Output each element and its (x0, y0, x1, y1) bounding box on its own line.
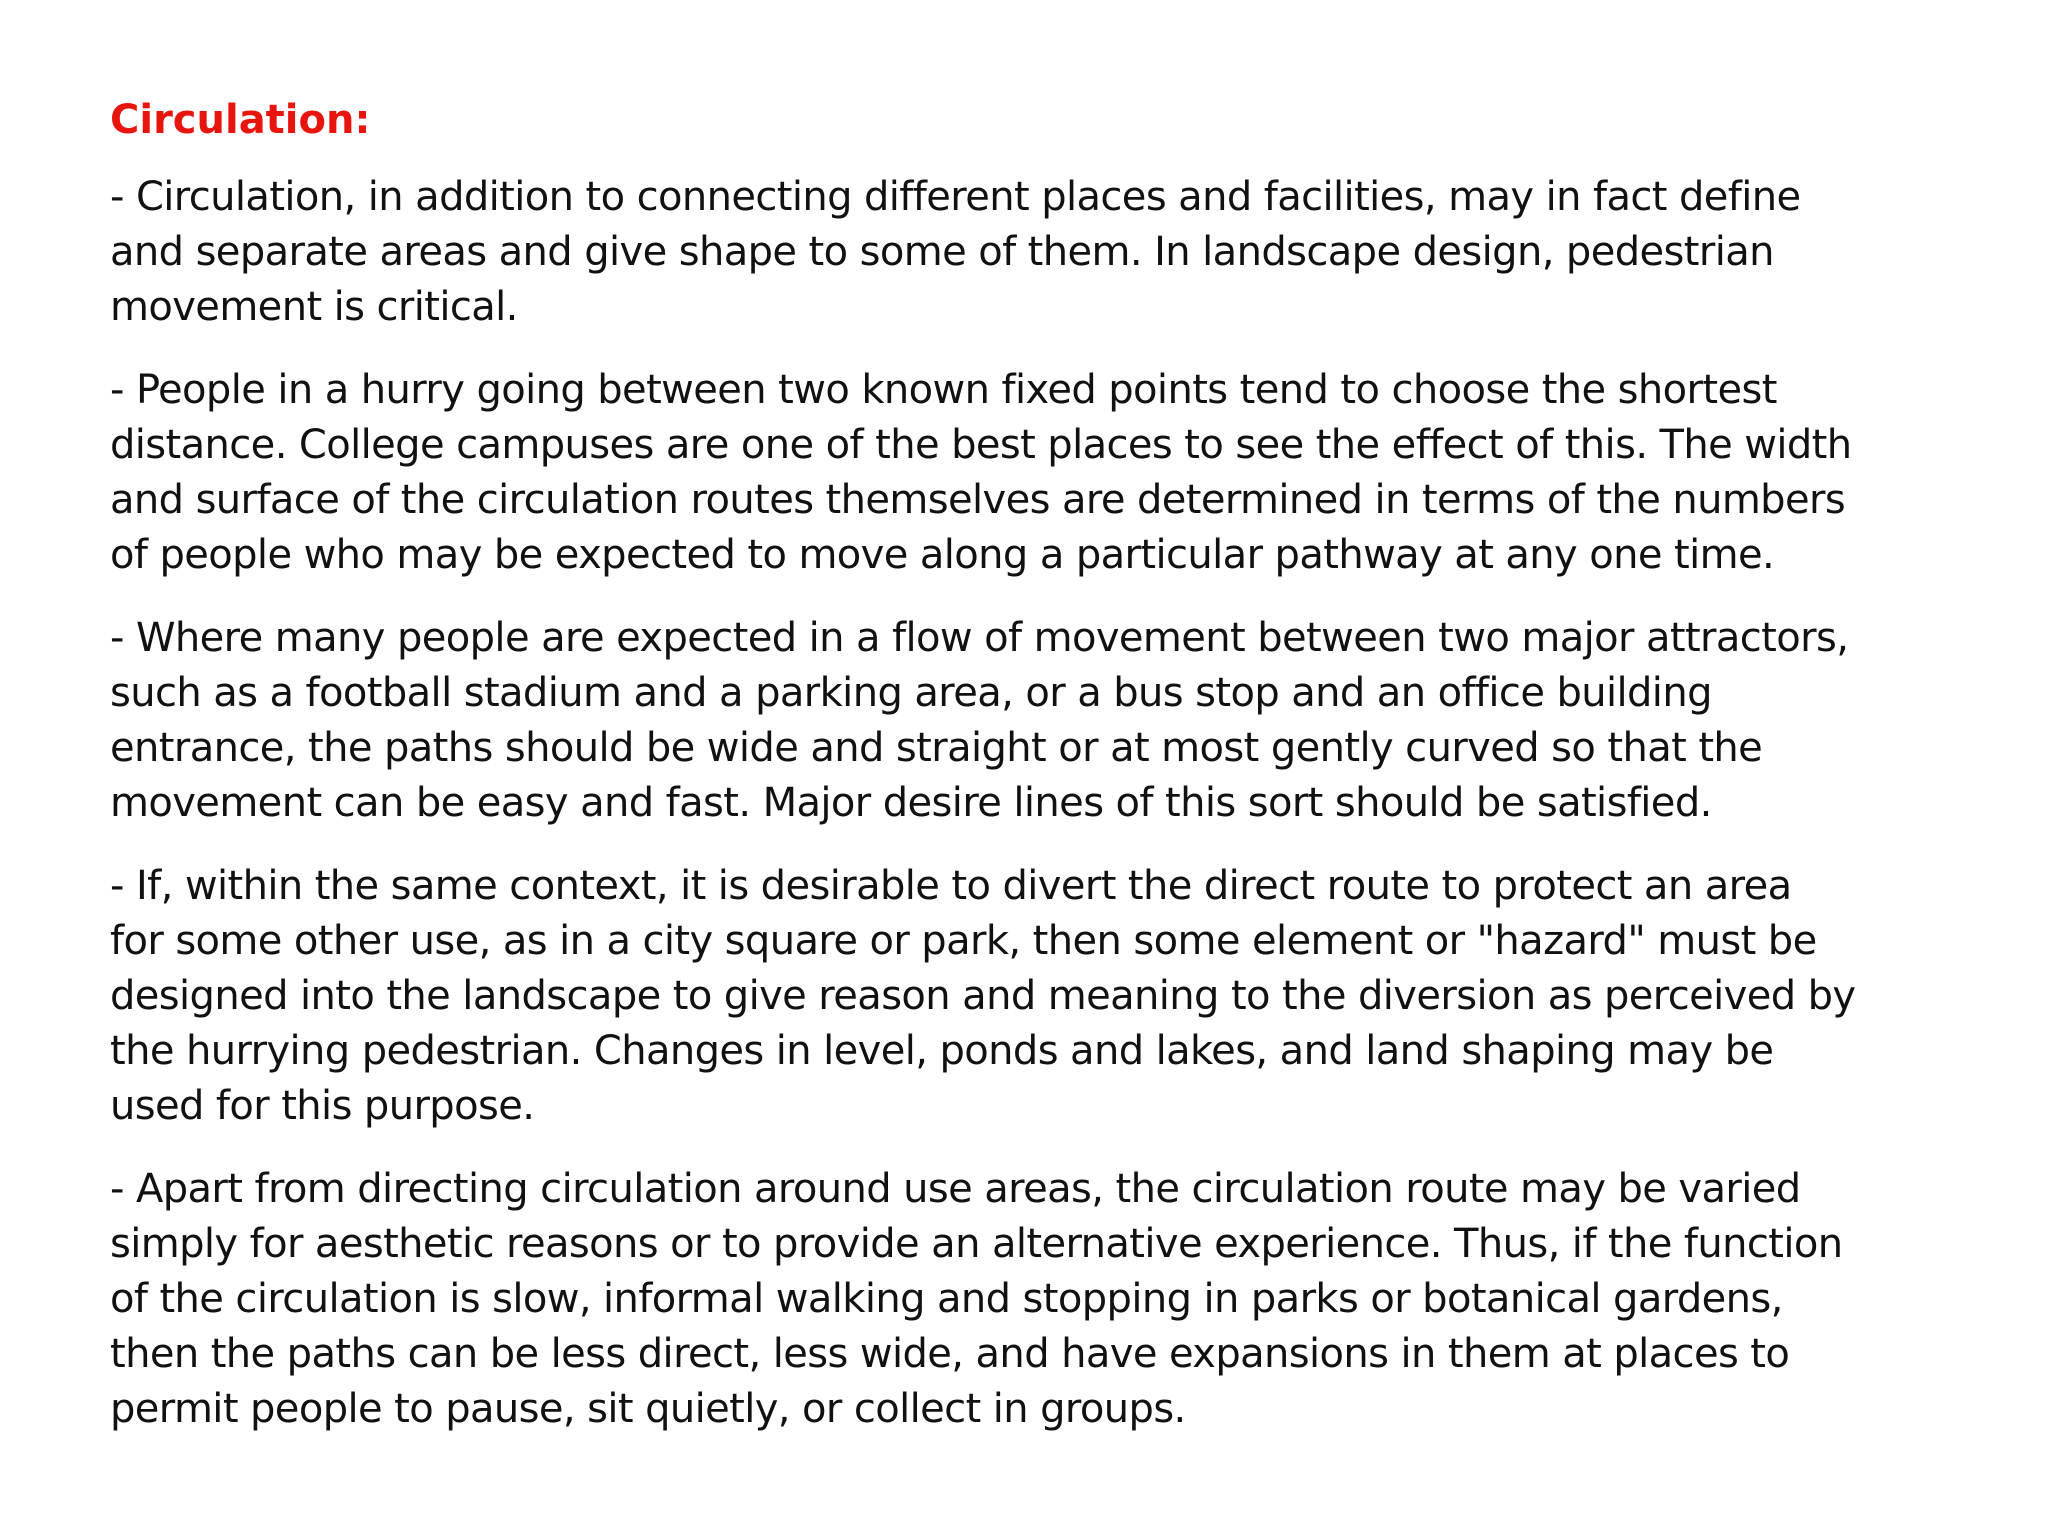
text-line: entrance, the paths should be wide and straight or at most gently curved so that the (110, 725, 1763, 771)
text-line: used for this purpose. (110, 1083, 535, 1129)
text-line: - Circulation, in addition to connecting different places and facilities, may in fact define (110, 174, 1801, 220)
text-line: for some other use, as in a city square or park, then some element or "hazard" must be (110, 918, 1817, 964)
text-line: - People in a hurry going between two known fixed points tend to choose the shortest (110, 367, 1777, 413)
text-line: then the paths can be less direct, less wide, and have expansions in them at places to (110, 1331, 1790, 1377)
slide-content (110, 92, 1990, 1465)
text-line: distance. College campuses are one of the best places to see the effect of this. The width (110, 422, 1852, 468)
paragraph-1 (110, 170, 1990, 335)
text-line: movement is critical. (110, 284, 518, 330)
paragraph-4 (110, 859, 1990, 1134)
text-line: and surface of the circulation routes themselves are determined in terms of the numbers (110, 477, 1846, 523)
text-line: the hurrying pedestrian. Changes in level, ponds and lakes, and land shaping may be (110, 1028, 1774, 1074)
text-line: permit people to pause, sit quietly, or collect in groups. (110, 1386, 1186, 1432)
text-line: - Where many people are expected in a flow of movement between two major attractors, (110, 615, 1849, 661)
text-line: movement can be easy and fast. Major desire lines of this sort should be satisfied. (110, 780, 1712, 826)
paragraph-2 (110, 363, 1990, 583)
slide-heading: Circulation: (110, 97, 371, 143)
text-line: such as a football stadium and a parking area, or a bus stop and an office building (110, 670, 1712, 716)
text-line: and separate areas and give shape to some of them. In landscape design, pedestrian (110, 229, 1774, 275)
text-line: of people who may be expected to move along a particular pathway at any one time. (110, 532, 1775, 578)
text-line: - Apart from directing circulation around use areas, the circulation route may be varied (110, 1166, 1801, 1212)
text-line: designed into the landscape to give reason and meaning to the diversion as perceived by (110, 973, 1856, 1019)
paragraph-3 (110, 611, 1990, 831)
text-line: of the circulation is slow, informal walking and stopping in parks or botanical gardens, (110, 1276, 1783, 1322)
paragraph-5 (110, 1162, 1990, 1437)
text-line: simply for aesthetic reasons or to provide an alternative experience. Thus, if the function (110, 1221, 1843, 1267)
text-line: - If, within the same context, it is desirable to divert the direct route to protect an area (110, 863, 1792, 909)
